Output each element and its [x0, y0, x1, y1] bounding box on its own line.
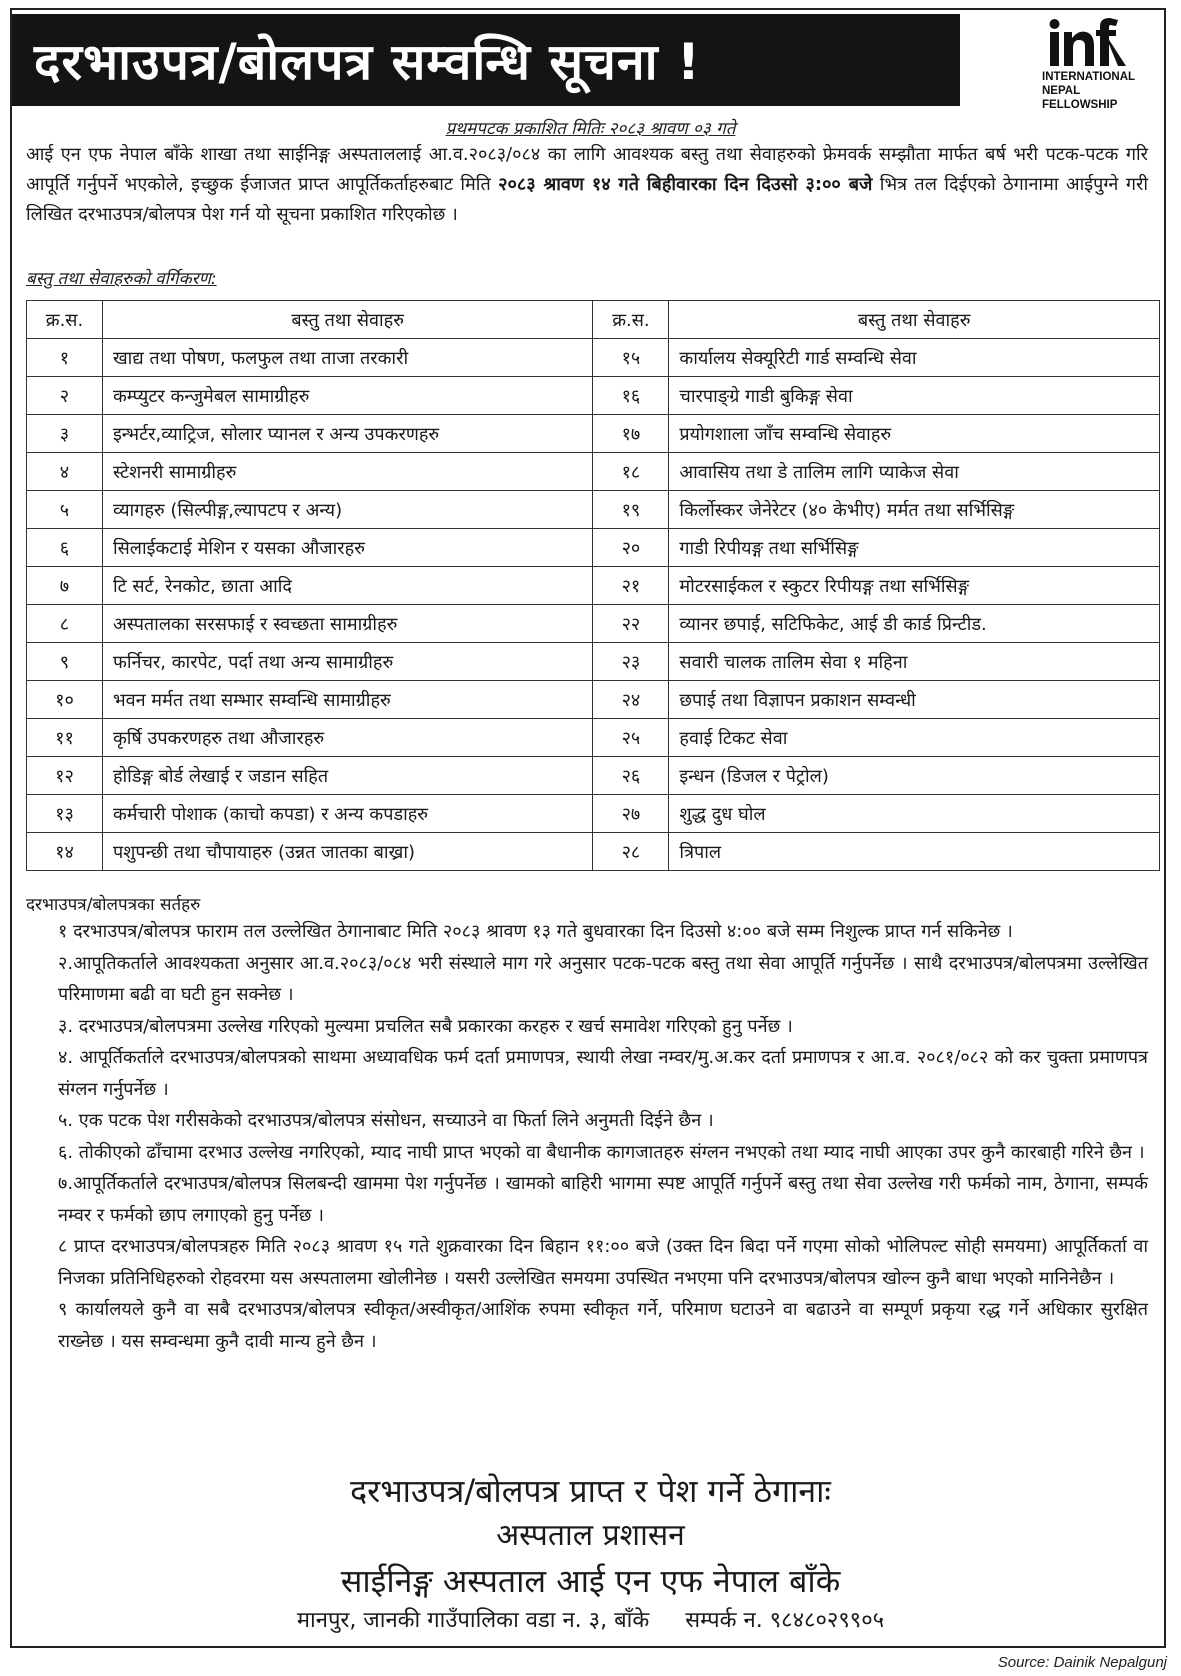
header-sn-right: क्र.स.: [593, 301, 669, 339]
address-block: [0, 1468, 1181, 1638]
row-item: खाद्य तथा पोषण, फलफुल तथा ताजा तरकारी: [102, 339, 593, 377]
term-item: ३. दरभाउपत्र/बोलपत्रमा उल्लेख गरिएको मुल्यमा प्रचलित सबै प्रकारका करहरु र खर्च समावेश गरिएको हुनु पर्नेछ ।: [58, 1015, 793, 1037]
row-sn: १४: [27, 833, 103, 871]
inf-logo-text: [1042, 70, 1162, 112]
term-item: ४. आपूर्तिकर्ताले दरभाउपत्र/बोलपत्रको साथमा अध्यावधिक फर्म दर्ता प्रमाणपत्र, स्थायी लेखा नम्वर/मु.अ.कर दर्ता प्रमाणपत्र र आ.व. २०८१/०८२ को कर चुक्ता प्रमाणपत्र संग्लन गर्नुपर्नेछ ।: [58, 1047, 1148, 1100]
row-sn: १८: [593, 453, 669, 491]
terms-title: दरभाउपत्र/बोलपत्रका सर्तहरु: [26, 895, 201, 915]
table-row: [27, 605, 1160, 643]
term-item: ८ प्राप्त दरभाउपत्र/बोलपत्रहरु मिति २०८३ श्रावण १५ गते शुक्रवारका दिन बिहान ११:०० बजे (उक्त दिन बिदा पर्ने गएमा सोको भोलिपल्ट सोही समयमा) आपूर्तिकर्ता वा निजका प्रतिनिधिहरुको रोहवरमा यस अस्पतालमा खोलीनेछ । यसरी उल्लेखित समयमा उपस्थित नभएमा पनि दरभाउपत्र/बोलपत्र खोल्न कुनै बाधा भएको मानिनेछैन ।: [58, 1236, 1148, 1289]
logo-line-2: NEPAL: [1042, 85, 1081, 97]
address-heading: दरभाउपत्र/बोलपत्र प्राप्त र पेश गर्ने ठेगानाः: [350, 1472, 831, 1510]
row-sn: २४: [593, 681, 669, 719]
logo-line-3: FELLOWSHIP: [1042, 99, 1118, 111]
row-item: टि सर्ट, रेनकोट, छाता आदि: [102, 567, 593, 605]
row-item: मोटरसाईकल र स्कुटर रिपीयङ्ग तथा सर्भिसिङ्ग: [669, 567, 1160, 605]
row-sn: २०: [593, 529, 669, 567]
header-sn-left: क्र.स.: [27, 301, 103, 339]
address-hospital: साईनिङ्ग अस्पताल आई एन एफ नेपाल बाँके: [340, 1562, 841, 1600]
term-item: ७.आपूर्तिकर्ताले दरभाउपत्र/बोलपत्र सिलबन्दी खाममा पेश गर्नुपर्नेछ । खामको बाहिरी भागमा स्पष्ट आपूर्ति गर्नुपर्ने बस्तु तथा सेवा उल्लेख गरी फर्मको नाम, ठेगाना, सम्पर्क नम्वर र फर्मको छाप लगाएको हुनु पर्नेछ ।: [58, 1173, 1148, 1226]
inf-logo-mark: [1048, 18, 1128, 68]
row-item: स्टेशनरी सामाग्रीहरु: [102, 453, 593, 491]
terms-list: [58, 916, 1148, 1357]
intro-paragraph: [26, 140, 1148, 230]
address-office: अस्पताल प्रशासन: [496, 1518, 685, 1553]
table-row: [27, 795, 1160, 833]
row-sn: ११: [27, 719, 103, 757]
table-row: [27, 643, 1160, 681]
row-item: इन्भर्टर,व्याट्रिज, सोलार प्यानल र अन्य उपकरणहरु: [102, 415, 593, 453]
table-row: [27, 567, 1160, 605]
header-items-left: बस्तु तथा सेवाहरु: [102, 301, 593, 339]
intro-part-2: भित्र तल दिईएको ठेगानामा आईपुग्ने गरी लिखित दरभाउपत्र/बोलपत्र पेश गर्न यो सूचना प्रकाशित गरिएकोछ ।: [26, 174, 1148, 225]
term-item: १ दरभाउपत्र/बोलपत्र फाराम तल उल्लेखित ठेगानाबाट मिति २०८३ श्रावण १३ गते बुधवारका दिन दिउसो ४:०० बजे सम्म निशुल्क प्राप्त गर्न सकिनेछ ।: [58, 921, 1013, 942]
row-item: कृर्षि उपकरणहरु तथा औजारहरु: [102, 719, 593, 757]
term-item: ६. तोकीएको ढाँचामा दरभाउ उल्लेख नगरिएको, म्याद नाघी प्राप्त भएको वा बैधानीक कागजातहरु संग्लन नभएको तथा म्याद नाघी आएका उपर कुनै कारबाही गरिने छैन ।: [58, 1141, 1145, 1163]
row-sn: ३: [27, 415, 103, 453]
row-sn: ४: [27, 453, 103, 491]
table-header-row: [27, 301, 1160, 339]
row-item: होडिङ्ग बोर्ड लेखाई र जडान सहित: [102, 757, 593, 795]
row-item: व्यागहरु (सिल्पीङ्ग,ल्यापटप र अन्य): [102, 491, 593, 529]
row-sn: २५: [593, 719, 669, 757]
notice-title: दरभाउपत्र/बोलपत्र सम्वन्धि सूचना !: [12, 14, 960, 106]
row-sn: १६: [593, 377, 669, 415]
table-row: [27, 681, 1160, 719]
classification-title: बस्तु तथा सेवाहरुको वर्गिकरण:: [26, 269, 217, 289]
intro-deadline: २०८३ श्रावण १४ गते बिहीवारका दिन दिउसो ३:०० बजे: [498, 174, 873, 195]
row-sn: २२: [593, 605, 669, 643]
row-sn: २३: [593, 643, 669, 681]
address-contact: सम्पर्क न. ९८४८०२९९०५: [685, 1608, 885, 1633]
row-item: त्रिपाल: [669, 833, 1160, 871]
address-location: मानपुर, जानकी गाउँपालिका वडा न. ३, बाँके: [296, 1608, 650, 1633]
table-row: [27, 339, 1160, 377]
row-item: भवन मर्मत तथा सम्भार सम्वन्धि सामाग्रीहरु: [102, 681, 593, 719]
items-table: [26, 300, 1160, 871]
table-row: [27, 453, 1160, 491]
term-item: ५. एक पटक पेश गरीसकेको दरभाउपत्र/बोलपत्र संसोधन, सच्याउने वा फिर्ता लिने अनुमती दिईने छैन ।: [58, 1110, 714, 1131]
row-sn: २७: [593, 795, 669, 833]
row-sn: ९: [27, 643, 103, 681]
row-sn: ५: [27, 491, 103, 529]
table-row: [27, 377, 1160, 415]
header-items-right: बस्तु तथा सेवाहरु: [669, 301, 1160, 339]
row-item: प्रयोगशाला जाँच सम्वन्धि सेवाहरु: [669, 415, 1160, 453]
row-item: कर्मचारी पोशाक (काचो कपडा) र अन्य कपडाहरु: [102, 795, 593, 833]
row-item: आवासिय तथा डे तालिम लागि प्याकेज सेवा: [669, 453, 1160, 491]
term-item: ९ कार्यालयले कुनै वा सबै दरभाउपत्र/बोलपत्र स्वीकृत/अस्वीकृत/आशिंक रुपमा स्वीकृत गर्ने, परिमाण घटाउने वा बढाउने वा सम्पूर्ण प्रकृया रद्ध गर्ने अधिकार सुरक्षित राख्नेछ । यस सम्वन्धमा कुनै दावी मान्य हुने छैन ।: [58, 1299, 1148, 1352]
row-sn: ७: [27, 567, 103, 605]
term-item: २.आपूतिकर्ताले आवश्यकता अनुसार आ.व.२०८३/०८४ भरी संस्थाले माग गरे अनुसार पटक-पटक बस्तु तथा सेवा आपूर्ति गर्नुपर्नेछ । साथै दरभाउपत्र/बोलपत्रमा उल्लेखित परिमाणमा बढी वा घटी हुन सक्नेछ ।: [58, 952, 1148, 1005]
row-item: अस्पतालका सरसफाई र स्वच्छता सामाग्रीहरु: [102, 605, 593, 643]
table-row: [27, 491, 1160, 529]
row-item: किर्लोस्कर जेनेरेटर (४० केभीए) मर्मत तथा सर्भिसिङ्ग: [669, 491, 1160, 529]
intro-part-1: आई एन एफ नेपाल बाँके शाखा तथा साईनिङ्ग अस्पताललाई आ.व.२०८३/०८४ का लागि आवश्यक बस्तु तथा सेवाहरुको फ्रेमवर्क सम्झौता मार्फत बर्ष भरी पटक-पटक गरि आपूर्ति गर्नुपर्ने भएकोले, इच्छुक ईजाजत प्राप्त आपूर्तिकर्ताहरुबाट मिति: [26, 144, 1148, 195]
row-sn: २८: [593, 833, 669, 871]
row-item: इन्धन (डिजल र पेट्रोल): [669, 757, 1160, 795]
row-sn: १७: [593, 415, 669, 453]
row-sn: १९: [593, 491, 669, 529]
table-row: [27, 719, 1160, 757]
row-sn: २: [27, 377, 103, 415]
row-item: फर्निचर, कारपेट, पर्दा तथा अन्य सामाग्रीहरु: [102, 643, 593, 681]
row-item: सवारी चालक तालिम सेवा १ महिना: [669, 643, 1160, 681]
address-line: [0, 1604, 1181, 1638]
row-sn: १०: [27, 681, 103, 719]
row-sn: २१: [593, 567, 669, 605]
row-item: हवाई टिकट सेवा: [669, 719, 1160, 757]
publication-date-text: प्रथमपटक प्रकाशित मितिः २०८३ श्रावण ०३ गते: [445, 119, 736, 139]
row-item: कार्यालय सेक्यूरिटी गार्ड सम्वन्धि सेवा: [669, 339, 1160, 377]
row-sn: १: [27, 339, 103, 377]
source-credit: Source: Dainik Nepalgunj: [997, 1654, 1167, 1671]
publication-date: [0, 116, 1181, 139]
table-row: [27, 833, 1160, 871]
row-sn: ८: [27, 605, 103, 643]
row-item: शुद्ध दुध घोल: [669, 795, 1160, 833]
row-item: चारपाङ्ग्रे गाडी बुकिङ्ग सेवा: [669, 377, 1160, 415]
row-item: पशुपन्छी तथा चौपायाहरु (उन्नत जातका बाख्रा): [102, 833, 593, 871]
row-sn: २६: [593, 757, 669, 795]
row-sn: ६: [27, 529, 103, 567]
table-row: [27, 757, 1160, 795]
row-sn: १३: [27, 795, 103, 833]
row-item: गाडी रिपीयङ्ग तथा सर्भिसिङ्ग: [669, 529, 1160, 567]
row-sn: १२: [27, 757, 103, 795]
row-sn: १५: [593, 339, 669, 377]
row-item: व्यानर छपाई, सटिफिकेट, आई डी कार्ड प्रिन्टीड.: [669, 605, 1160, 643]
table-row: [27, 415, 1160, 453]
logo-line-1: INTERNATIONAL: [1042, 71, 1136, 83]
row-item: कम्प्युटर कन्जुमेबल सामाग्रीहरु: [102, 377, 593, 415]
row-item: सिलाईकटाई मेशिन र यसका औजारहरु: [102, 529, 593, 567]
row-item: छपाई तथा विज्ञापन प्रकाशन सम्वन्धी: [669, 681, 1160, 719]
inf-logo: [1040, 18, 1160, 118]
table-row: [27, 529, 1160, 567]
